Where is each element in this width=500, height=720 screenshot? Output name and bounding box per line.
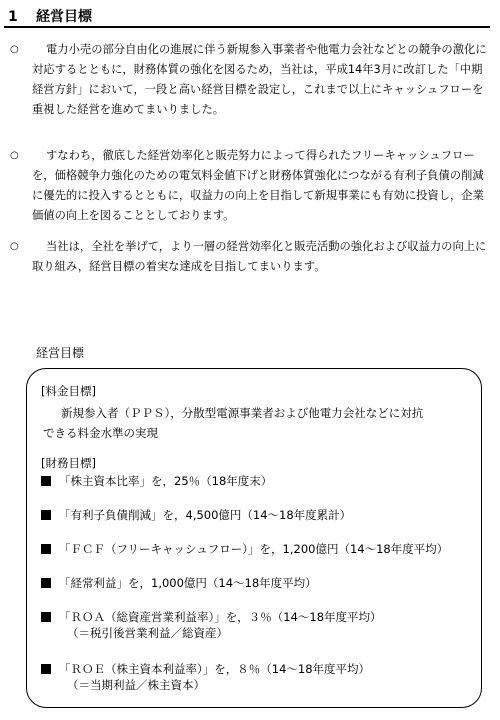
target-text: 「経常利益」を，1,000億円（14～18年度平均） <box>59 576 317 590</box>
square-bullet-icon <box>41 664 51 674</box>
finance-target-item <box>41 507 351 523</box>
paragraph-text: 電力小売の部分自由化の進展に伴う新規参入事業者や他電力会社などとの競争の激化に対応するとともに，財務体質の強化を図るため，当社は，平成14年3月に改訂した「中期経営方針」において，一段と高い経営目標を設定し，これまで以上にキャッシュフローを重視した経営を進めてまいりました。 <box>32 43 487 116</box>
paragraph-2 <box>10 146 488 226</box>
section-number: 1 <box>8 9 18 25</box>
target-text: 「ＦＣＦ（フリーキャッシュフロー）」を，1,200億円（14～18年度平均） <box>59 542 449 556</box>
box-title: 経営目標 <box>36 346 85 360</box>
circle-bullet-icon: ○ <box>10 241 19 252</box>
square-bullet-icon <box>41 612 51 622</box>
paragraph-3 <box>10 237 488 277</box>
heading-underline <box>4 26 490 28</box>
finance-target-item <box>41 575 317 591</box>
finance-target-item <box>41 473 272 489</box>
section-heading <box>8 6 92 26</box>
target-text: 「株主資本比率」を，25％（18年度末） <box>59 474 273 488</box>
finance-target-item <box>41 661 370 693</box>
target-note: （＝当期利益／株主資本） <box>67 678 205 692</box>
paragraph-text: すなわち，徹底した経営効率化と販売努力によって得られたフリーキャッシュフローを，価格競争力強化のための電気料金値下げと財務体質強化につながる有利子負債の削減に優先的に投入するとともに，収益力の向上を目指して新規事業にも有効に投資し，企業価値の向上を図ることとしております。 <box>32 149 484 222</box>
target-note: （＝税引後営業利益／総資産） <box>67 626 228 640</box>
square-bullet-icon <box>41 510 51 520</box>
finance-target-item <box>41 541 448 557</box>
paragraph-1 <box>10 40 488 120</box>
target-text: 「ＲＯＥ（株主資本利益率）」を，８％（14～18年度平均） <box>59 662 371 676</box>
circle-bullet-icon: ○ <box>10 44 19 55</box>
targets-box <box>26 368 482 708</box>
finance-target-label: [財務目標] <box>41 456 96 470</box>
square-bullet-icon <box>41 476 51 486</box>
target-text: 「有利子負債削減」を，4,500億円（14～18年度累計） <box>59 508 352 522</box>
rate-target-label: [料金目標] <box>41 384 96 398</box>
finance-target-item <box>41 609 382 641</box>
target-text: 「ＲＯＡ（総資産営業利益率）」を，３％（14～18年度平均） <box>59 610 382 624</box>
rate-target-line-2: できる料金水準の実現 <box>43 426 158 440</box>
rate-target-line-1: 新規参入者（ＰＰＳ），分散型電源事業者および他電力会社などに対抗 <box>61 406 424 420</box>
square-bullet-icon <box>41 578 51 588</box>
paragraph-text: 当社は，全社を挙げて，より一層の経営効率化と販売活動の強化および収益力の向上に取り組み，経営目標の着実な達成を目指してまいります。 <box>32 240 487 273</box>
square-bullet-icon <box>41 544 51 554</box>
circle-bullet-icon: ○ <box>10 150 19 161</box>
section-title: 経営目標 <box>36 9 92 25</box>
